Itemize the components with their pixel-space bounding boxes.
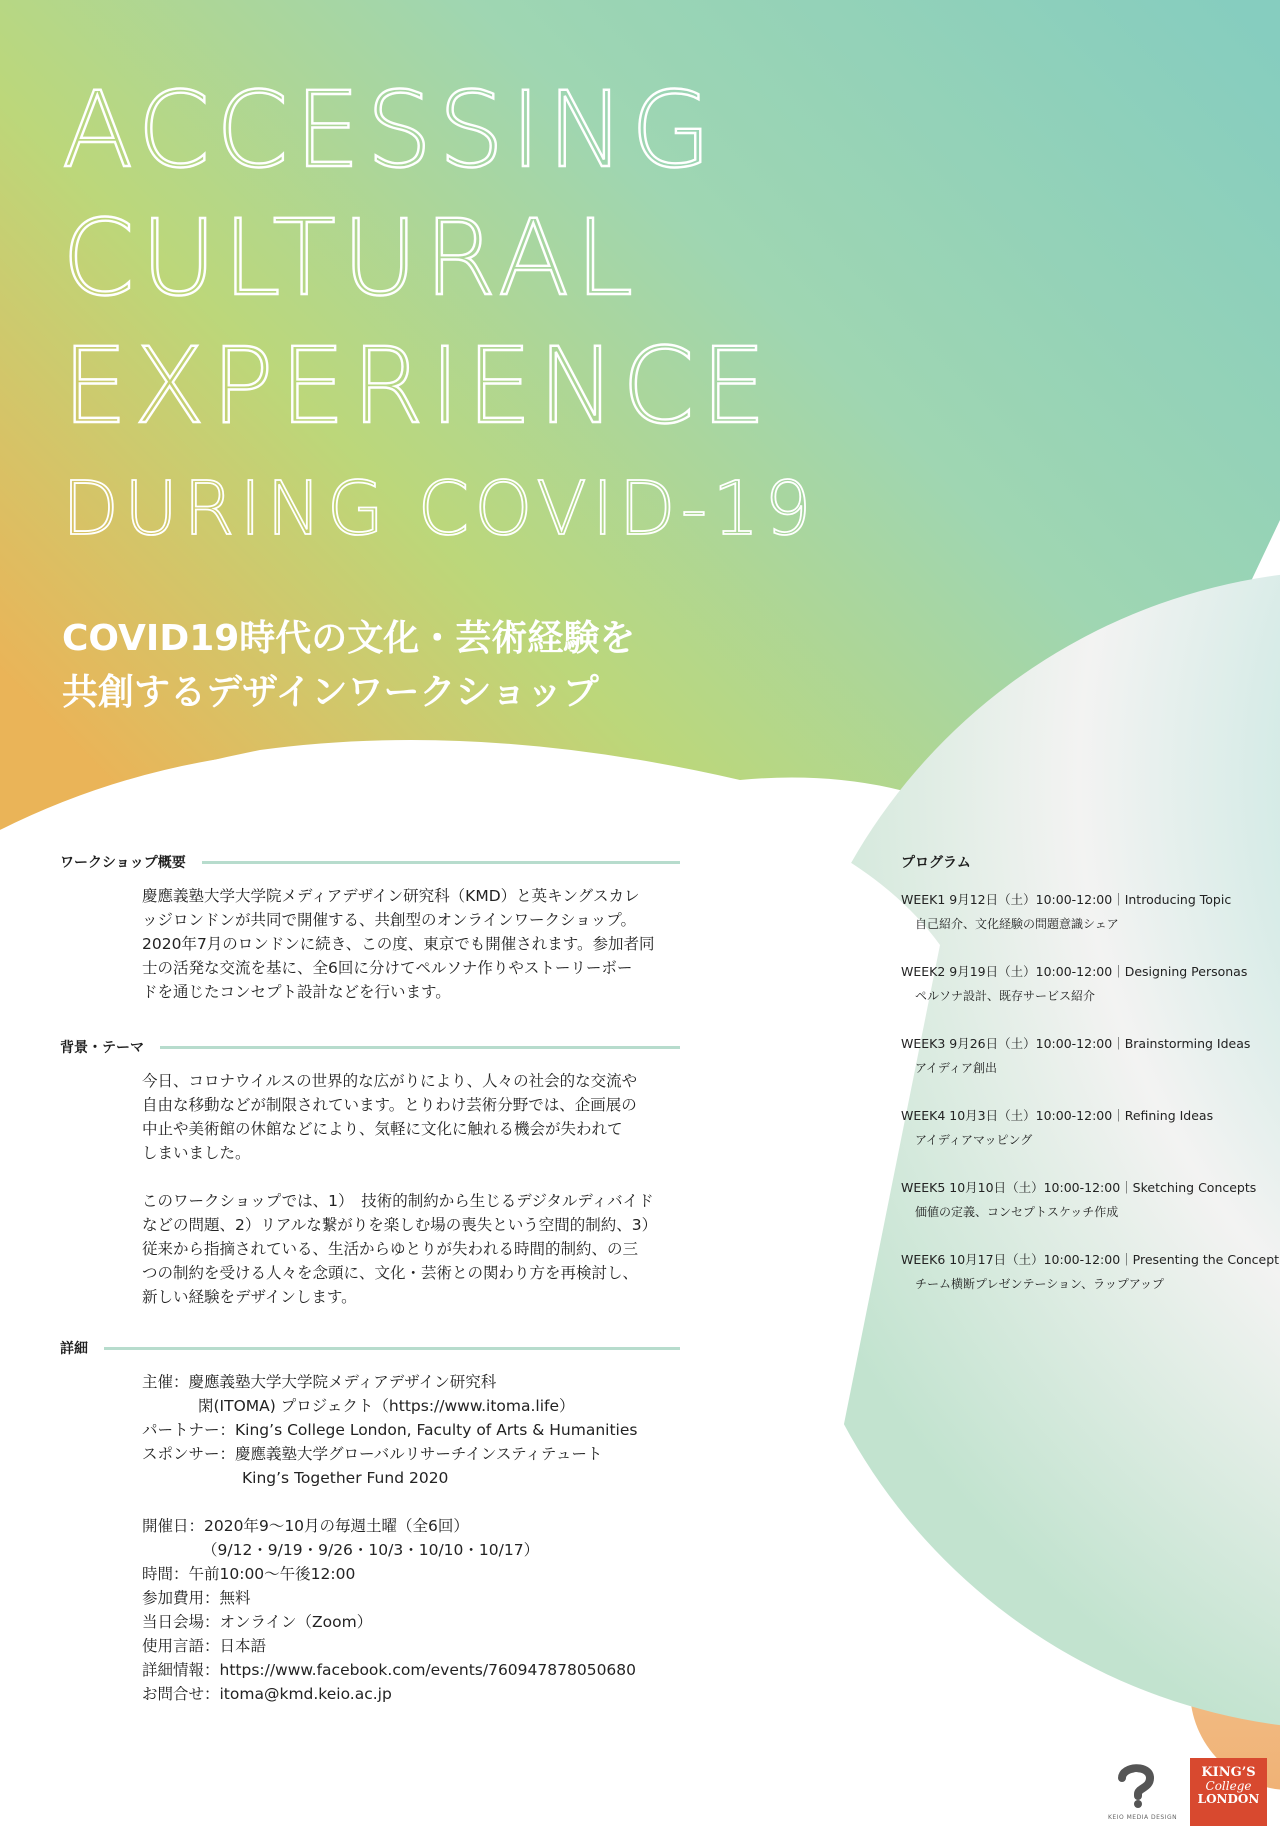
overview-line: 2020年7月のロンドンに続き、この度、東京でも開催されます。参加者同 [142, 935, 655, 953]
background-body [142, 1069, 682, 1309]
organizer-row [142, 1370, 680, 1394]
subtitle-line-2: 共創するデザインワークショップ [62, 672, 599, 713]
poster-title [62, 69, 817, 552]
program-week [901, 890, 1276, 934]
week-title: WEEK5 10月10日（土）10:00-12:00｜Sketching Concepts [901, 1180, 1257, 1195]
program-heading: プログラム [901, 855, 971, 871]
sponsor-value-1: 慶應義塾大学グローバルリサーチインスティテュート [235, 1445, 603, 1463]
details-heading [60, 1338, 680, 1358]
week-title: WEEK3 9月26日（土）10:00-12:00｜Brainstorming Ideas [901, 1036, 1251, 1051]
week-title: WEEK1 9月12日（土）10:00-12:00｜Introducing Topic [901, 892, 1232, 907]
overview-line: 士の活発な交流を基に、全6回に分けてペルソナ作りやストーリーボー [142, 959, 633, 977]
week-title: WEEK2 9月19日（土）10:00-12:00｜Designing Personas [901, 964, 1248, 979]
overview-line: ドを通じたコンセプト設計などを行います。 [142, 983, 451, 1001]
paragraph-gap [142, 1165, 682, 1189]
organizer-key: 主催： [142, 1373, 189, 1391]
week-description: アイディア創出 [915, 1061, 997, 1075]
overview-body [142, 884, 682, 1004]
background-line: 中止や美術館の休館などにより、気軽に文化に触れる機会が失われて [142, 1120, 623, 1138]
sponsor-row [142, 1442, 680, 1466]
sponsor-key: スポンサー： [142, 1445, 236, 1463]
kcl-line-3: LONDON [1197, 1792, 1260, 1806]
background-line: 新しい経験をデザインします。 [142, 1288, 357, 1306]
date-value-2: （9/12・9/19・9/26・10/3・10/10・10/17） [202, 1541, 540, 1559]
section-rule [160, 1046, 680, 1049]
week-title: WEEK4 10月3日（土）10:00-12:00｜Refining Ideas [901, 1108, 1214, 1123]
week-description: 価値の定義、コンセプトスケッチ作成 [915, 1205, 1119, 1219]
week-description: アイディアマッピング [915, 1133, 1033, 1147]
kmd-caption: KEIO MEDIA DESIGN [1108, 1814, 1178, 1821]
info-line: 詳細情報：https://www.facebook.com/events/760947878050680 [142, 1661, 637, 1679]
title-line-4: DURING COVID-19 [62, 466, 817, 552]
program-week [901, 1250, 1280, 1294]
program-week [901, 1034, 1276, 1078]
background-line: つの制約を受ける人々を念頭に、文化・芸術との関わり方を再検討し、 [142, 1264, 639, 1282]
details-heading-label: 詳細 [60, 1341, 88, 1357]
week-description: チーム横断プレゼンテーション、ラップアップ [915, 1277, 1165, 1291]
keio-media-design-logo [1108, 1760, 1178, 1821]
sponsor-value-2: King’s Together Fund 2020 [242, 1469, 449, 1487]
overview-line: 慶應義塾大学大学院メディアデザイン研究科（KMD）と英キングスカレ [142, 887, 640, 905]
details-section [60, 1338, 680, 1706]
background-line: しまいました。 [142, 1144, 251, 1162]
time-line: 時間：午前10:00～午後12:00 [142, 1565, 356, 1583]
title-line-2: CULTURAL [62, 197, 640, 319]
partner-value: King’s College London, Faculty of Arts & Humanities [235, 1421, 638, 1439]
details-body [142, 1370, 680, 1706]
partner-row [142, 1418, 680, 1442]
background-line: などの問題、2）リアルな繋がりを楽しむ場の喪失という空間的制約、3） [142, 1216, 658, 1234]
organizer-value-2: 閑(ITOMA) プロジェクト（https://www.itoma.life） [198, 1397, 575, 1415]
kcl-line-1: KING’S [1201, 1765, 1256, 1780]
overview-heading [60, 852, 680, 872]
background-section [60, 1037, 682, 1309]
contact-line: お問合せ：itoma@kmd.keio.ac.jp [142, 1685, 392, 1703]
organizer-value-1: 慶應義塾大学大学院メディアデザイン研究科 [188, 1373, 497, 1391]
section-rule [202, 861, 680, 864]
program-week [901, 1106, 1276, 1150]
background-heading [60, 1037, 680, 1057]
program-week [901, 962, 1276, 1006]
background-line: 従来から指摘されている、生活からゆとりが失われる時間的制約、の三 [142, 1240, 639, 1258]
fee-line: 参加費用：無料 [142, 1589, 251, 1607]
date-value-1: 2020年9～10月の毎週土曜（全6回） [204, 1517, 469, 1535]
kmd-mark-icon [1114, 1760, 1158, 1808]
overview-section [60, 852, 682, 1004]
section-rule [104, 1347, 680, 1350]
title-line-1: ACCESSING [62, 69, 718, 191]
venue-line: 当日会場：オンライン（Zoom） [142, 1613, 373, 1631]
week-description: ペルソナ設計、既存サービス紹介 [915, 989, 1096, 1003]
program-section [901, 852, 1280, 1322]
program-week [901, 1178, 1276, 1222]
date-key: 開催日： [142, 1517, 205, 1535]
background-line: 今日、コロナウイルスの世界的な広がりにより、人々の社会的な交流や [142, 1072, 638, 1090]
subtitle-line-1: COVID19時代の文化・芸術経験を [62, 618, 636, 659]
kings-college-london-logo [1190, 1758, 1267, 1826]
kcl-line-2: College [1205, 1779, 1252, 1793]
overview-heading-label: ワークショップ概要 [60, 855, 186, 871]
details-gap [142, 1490, 680, 1514]
background-line: このワークショップでは、1） 技術的制約から生じるデジタルディバイド [142, 1192, 654, 1210]
overview-line: ッジロンドンが共同で開催する、共創型のオンラインワークショップ。 [142, 911, 636, 929]
week-title: WEEK6 10月17日（土）10:00-12:00｜Presenting the Concept [901, 1252, 1280, 1267]
background-line: 自由な移動などが制限されています。とりわけ芸術分野では、企画展の [142, 1096, 637, 1114]
title-line-3: EXPERIENCE [62, 325, 773, 447]
date-row [142, 1514, 680, 1538]
week-description: 自己紹介、文化経験の問題意識シェア [915, 917, 1119, 931]
background-heading-label: 背景・テーマ [60, 1040, 144, 1056]
language-line: 使用言語：日本語 [142, 1637, 267, 1655]
partner-key: パートナー： [142, 1421, 236, 1439]
poster-subtitle [62, 612, 635, 720]
